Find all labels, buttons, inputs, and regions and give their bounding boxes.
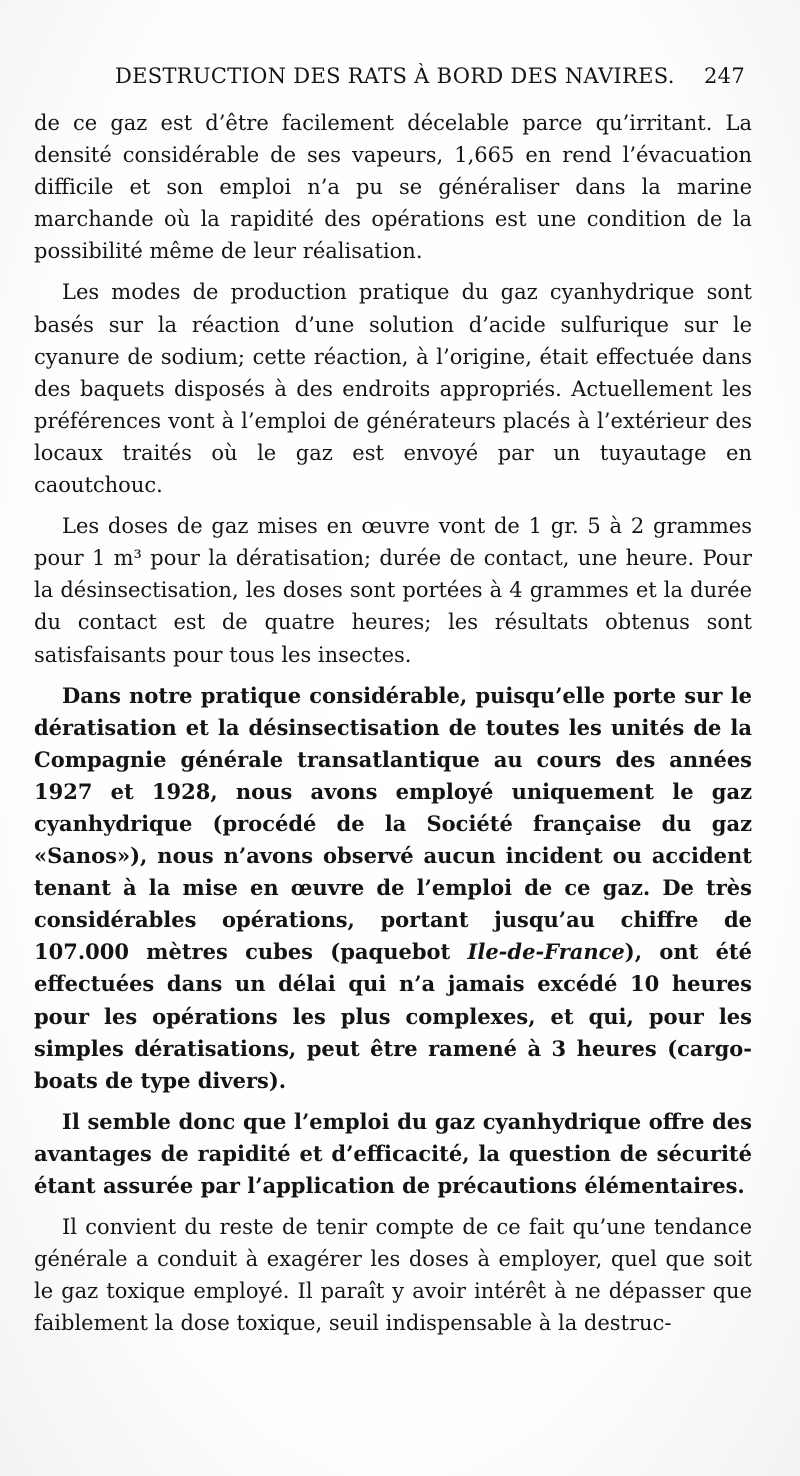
paragraph-conclusion: Il semble donc que l’emploi du gaz cyanhydrique offre des avantages de rapidité et d’efficacité, la question de sécurité étant assurée par l’application de précautions élémentaires. bbox=[34, 1108, 752, 1198]
running-head bbox=[115, 64, 745, 92]
paragraph-practice bbox=[34, 680, 752, 1097]
running-title: DESTRUCTION DES RATS À BORD DES NAVIRES. bbox=[115, 64, 675, 88]
paragraph-doses: Les doses de gaz mises en œuvre vont de 1 gr. 5 à 2 grammes pour 1 m³ pour la dératisation; durée de contact, une heure. Pour la désinsectisation, les doses sont portées à 4 grammes et la durée du contact est de quatre heures; les résultats obtenus sont satisfaisants pour tous les insectes. bbox=[34, 514, 752, 667]
practice-text-start: Dans notre pratique considérable, puisqu’elle porte sur le dératisation et la désinsectisation de toutes les unités de la Compagnie générale transatlantique au cours des années 1927 et 1928, nous avons employé uniquement le gaz cyanhydrique (procédé de la Société française du gaz «Sanos»), nous n’avons observé aucun incident ou accident tenant à la mise en œuvre de l’emploi de ce gaz. De très considérables opérations, portant jusqu’au chiffre de 107.000 mètres cubes (paquebot bbox=[34, 682, 752, 965]
paragraph-production-modes: Les modes de production pratique du gaz cyanhydrique sont basés sur la réaction d’une solution d’acide sulfurique sur le cyanure de sodium; cette réaction, à l’origine, était effectuée dans des baquets disposés à des endroits appropriés. Actuellement les préférences vont à l’emploi de générateurs placés à l’extérieur des locaux traités où le gaz est envoyé par un tuyautage en caoutchouc. bbox=[34, 280, 752, 498]
body-text bbox=[34, 107, 752, 1339]
paragraph-continued: de ce gaz est d’être facilement décelable parce qu’irritant. La densité considérable de ses vapeurs, 1,665 en rend l’évacuation difficile et son emploi n’a pu se généraliser dans la marine marchande où la rapidité des opérations est une condition de la possibilité même de leur réalisation. bbox=[34, 111, 752, 264]
ship-name: Ile-de-France bbox=[467, 939, 625, 965]
practice-text-end: ), ont été effectuées dans un délai qui n’a jamais excédé 10 heures pour les opérations les plus complexes, et qui, pour les simples dératisations, peut être ramené à 3 heures (cargo-boats de type divers). bbox=[34, 939, 752, 1093]
paragraph-dosage-tendency: Il convient du reste de tenir compte de ce fait qu’une tendance générale a conduit à exagérer les doses à employer, quel que soit le gaz toxique employé. Il paraît y avoir intérêt à ne dépasser que faiblement la dose toxique, seuil indispensable à la destruc- bbox=[34, 1215, 752, 1336]
page-number: 247 bbox=[704, 64, 745, 88]
